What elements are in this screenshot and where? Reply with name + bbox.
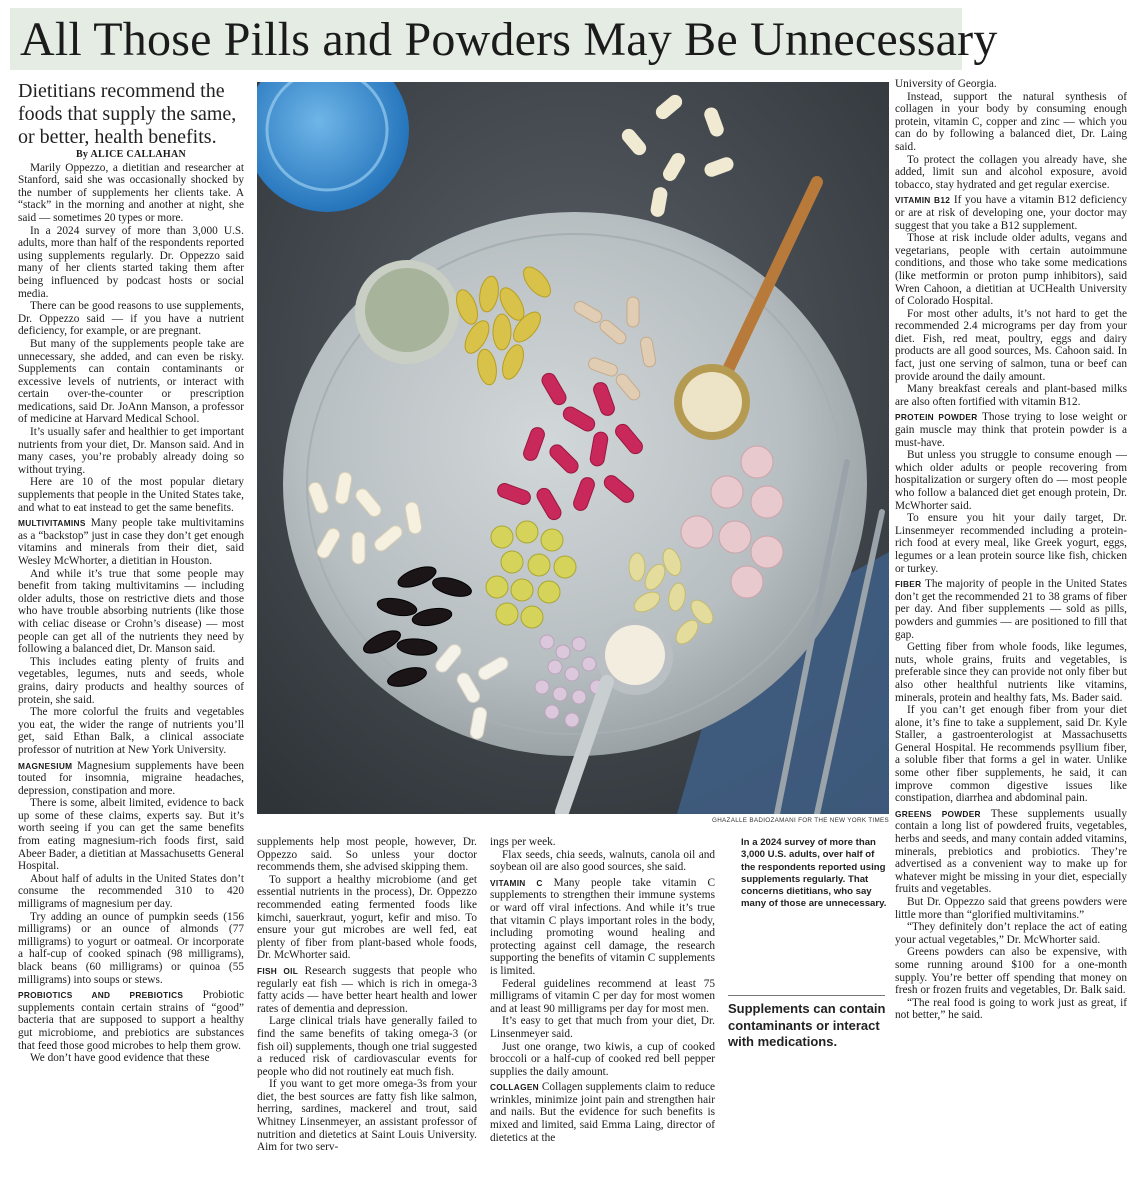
section-protein-powder [895, 411, 1127, 449]
paragraph: Large clinical trials have generally failed to find the same benefits of taking omega-3 (or fish oil) supplements, though one trial suggested a reduced risk of cardiovascular events for people who did not routinely eat much fish. [257, 1015, 477, 1078]
greens-powder [365, 268, 449, 352]
paragraph: To protect the collagen you already have, she added, limit sun and alcohol exposure, avoid tobacco, stay hydrated and get regular exercise. [895, 153, 1127, 191]
paragraph: “The real food is going to work just as great, if not better,” he said. [895, 996, 1127, 1022]
section-multivitamins [18, 517, 244, 567]
paragraph: Federal guidelines recommend at least 75 milligrams of vitamin C per day for most women and at least 90 milligrams per day for most men. [490, 977, 715, 1015]
protein-powder [682, 372, 742, 432]
section-kicker: VITAMIN B12 [895, 195, 951, 206]
section-lead: Many people take multivitamins as a “backstop” just in case they don’t get enough vitamins and minerals from their diet, said Wesley McWhorter, a dietitian in Houston. [18, 517, 244, 567]
byline: By ALICE CALLAHAN [75, 149, 187, 160]
paragraph: Many breakfast cereals and plant-based milks are also often fortified with vitamin B12. [895, 383, 1127, 408]
supplements-photo [257, 82, 889, 814]
section-fish-oil [257, 965, 477, 1015]
section-lead: The majority of people in the United States don’t get the recommended 21 to 38 grams of fiber per day. And fiber supplements — sold as pills, powders and gummies — are positioned to fill that gap. [895, 578, 1127, 641]
section-collagen [490, 1081, 715, 1144]
headline: All Those Pills and Powders May Be Unnecessary [20, 13, 998, 66]
paragraph: “They definitely don’t replace the act of eating your actual vegetables,” Dr. McWhorter said. [895, 921, 1127, 946]
section-kicker: MAGNESIUM [18, 760, 73, 771]
paragraph: This includes eating plenty of fruits and vegetables, legumes, nuts and seeds, whole grains, dairy products and healthy sources of protein, she said. [18, 655, 244, 706]
section-lead: Collagen supplements claim to reduce wrinkles, minimize joint pain and strengthen hair and nails. But the evidence for such benefits is mixed and limited, said Emma Laing, director of dietetics at the [490, 1081, 715, 1144]
paragraph: There can be good reasons to use supplements, Dr. Oppezzo said — if you have a nutrient deficiency, for example, or are pregnant. [18, 300, 244, 338]
section-probiotics [18, 989, 244, 1052]
paragraph: To support a healthy microbiome (and get essential nutrients in the process), Dr. Oppezzo recommended eating fermented foods like kimchi, sauerkraut, yogurt, kefir and miso. To ensure your gut microbes are well fed, eat plenty of fiber from plant-based whole foods, Dr. McWhorter said. [257, 873, 477, 962]
paragraph: To ensure you hit your daily target, Dr. Linsenmeyer recommended including a protein-rich food at every meal, like Greek yogurt, eggs, legumes or a lean protein source like fish, chicken or turkey. [895, 512, 1127, 575]
section-magnesium [18, 760, 244, 798]
section-lead: These supplements usually contain a long list of powdered fruits, vegetables, herbs and seeds, and many contain added vitamins, minerals, prebiotics and probiotics. They’re advertised as a convenient way to make up for whatever might be missing in your diet, especially fruits and vegetables. [895, 807, 1127, 896]
paragraph: If you can’t get enough fiber from your diet alone, it’s fine to take a supplement, said Dr. Kyle Staller, a gastroenterologist at Massachusetts General Hospital. He recommends psyllium fiber, a soluble fiber that forms a gel in water. Unlike some other fiber supplements, he said, it can improve common digestive issues like constipation, diarrhea and abdominal pain. [895, 704, 1127, 805]
paragraph: Just one orange, two kiwis, a cup of cooked broccoli or a half-cup of cooked red bell pepper supplies the daily amount. [490, 1040, 715, 1078]
section-lead: If you have a vitamin B12 deficiency or are at risk of developing one, your doctor may suggest that you take a B12 supplement. [895, 194, 1127, 232]
pull-quote-big: Supplements can contain contaminants or interact with medications. [728, 1001, 886, 1049]
paragraph: Marily Oppezzo, a dietitian and researcher at Stanford, said she was occasionally shocked by the number of supplements her clients take. A “stack” in the morning and another at night, she said — sometimes 20 types or more. [18, 161, 244, 224]
deck: Dietitians recommend the foods that supply the same, or better, health benefits. [18, 80, 237, 148]
pull-quote-small: In a 2024 survey of more than 3,000 U.S. adults, over half of the respondents reported using supplements regularly. That concerns dietitians, who say many of those are unnecessary. [741, 837, 887, 910]
section-lead: Probiotic supplements contain certain strains of “good” bacteria that are supposed to support a healthy gut microbiome, and prebiotics are substances that feed those good microbes to help them grow. [18, 989, 244, 1052]
column-1 [18, 80, 244, 1198]
paragraph: If you want to get more omega-3s from your diet, the best sources are fatty fish like salmon, herring, sardines, mackerel and trout, said Whitney Linsenmeyer, an assistant professor of nutrition and dietetics at Saint Louis University. Aim for two serv- [257, 1078, 477, 1154]
paragraph: There is some, albeit limited, evidence to back up some of these claims, experts say. But it’s worth seeing if you can get the same benefits from eating magnesium-rich foods first, said Abeer Bader, a dietitian at Massachusetts General Hospital. [18, 797, 244, 873]
section-fiber [895, 578, 1127, 641]
paragraph: But unless you struggle to consume enough — which older adults or people recovering from hospitalization or surgery often do — most people who follow a balanced diet get enough protein, Dr. McWhorter said. [895, 449, 1127, 512]
paragraph: Greens powders can also be expensive, with some running around $100 for a one-month supply. You’re better off spending that money on fresh or frozen fruits and vegetables, Dr. Balk said. [895, 946, 1127, 997]
section-vitamin-b12 [895, 194, 1127, 232]
paragraph: In a 2024 survey of more than 3,000 U.S. adults, more than half of the respondents reported using supplements regularly. Dr. Oppezzo said many of her clients started taking them after being influenced by podcast hosts or social media. [18, 224, 244, 300]
paragraph: Try adding an ounce of pumpkin seeds (156 milligrams) or an ounce of almonds (77 milligrams) to yogurt or oatmeal. Or incorporate a half-cup of cooked spinach (98 milligrams), black beans (60 milligrams) or quinoa (55 milligrams) into soups or stews. [18, 910, 244, 986]
section-vitamin-c [490, 877, 715, 978]
section-kicker: PROTEIN POWDER [895, 412, 978, 423]
section-kicker: PROBIOTICS AND PREBIOTICS [18, 990, 184, 1001]
section-lead: Many people take vitamin C supplements to strengthen their immune systems or ward off viral infections. And while it’s true that vitamin C plays important roles in the body, including promoting wound healing and protecting against cell damage, the research supporting the benefits of vitamin C supplements is limited. [490, 876, 715, 977]
paragraph: It’s easy to get that much from your diet, Dr. Linsenmeyer said. [490, 1015, 715, 1040]
column-2 [257, 836, 477, 1198]
section-greens-powder [895, 808, 1127, 896]
paragraph: Flax seeds, chia seeds, walnuts, canola oil and soybean oil are also good sources, she said. [490, 848, 715, 874]
section-lead: Magnesium supplements have been touted for insomnia, migraine headaches, depression, constipation and more. [18, 759, 244, 797]
pull-quote-rule [728, 995, 885, 996]
paragraph: Instead, support the natural synthesis of collagen in your body by consuming enough protein, vitamin C, copper and zinc — which you can do by following a balanced diet, Dr. Laing said. [895, 90, 1127, 153]
column-3 [490, 836, 715, 1198]
section-kicker: VITAMIN C [490, 877, 543, 888]
section-kicker: FISH OIL [257, 965, 299, 976]
paragraph: It’s usually safer and healthier to get important nutrients from your diet, Dr. Manson said. And in many cases, you’re probably already doing so without trying. [18, 426, 244, 476]
section-kicker: FIBER [895, 579, 922, 590]
paragraph: We don’t have good evidence that these [30, 1052, 210, 1065]
paragraph: But many of the supplements people take are unnecessary, she added, and can even be risky. Supplements can contain contaminants or excessive levels of nutrients, or interact with certain over-the-counter or prescription medications, said Dr. JoAnn Manson, a professor of medicine at Harvard Medical School. [18, 337, 244, 426]
section-lead: Those trying to lose weight or gain muscle may think that protein powder is a must-have. [895, 411, 1127, 449]
supplements-illustration [257, 82, 889, 814]
section-kicker: MULTIVITAMINS [18, 518, 86, 529]
paragraph: For most other adults, it’s not hard to get the recommended 2.4 micrograms per day from your diet. Fish, red meat, poultry, eggs and dairy products are all good sources, Ms. Cahoon said. In fact, just one serving of salmon, tuna or beef can provide around the daily amount. [895, 307, 1127, 383]
paragraph: But Dr. Oppezzo said that greens powders were little more than “glorified multivitamins.” [895, 896, 1127, 921]
section-kicker: COLLAGEN [490, 1082, 539, 1093]
paragraph: supplements help most people, however, Dr. Oppezzo said. So unless your doctor recommends them, she advised skipping them. [257, 836, 477, 874]
paragraph: And while it’s true that some people may benefit from taking multivitamins — including older adults, those on restrictive diets and those who have trouble absorbing nutrients (like those with celiac disease or Crohn’s disease) — most people can get all of the nutrients they need by following a balanced diet, Dr. Manson said. [18, 567, 244, 656]
section-lead: Research suggests that people who regularly eat fish — which is rich in omega-3 fatty acids — have better heart health and lower rates of dementia and depression. [257, 964, 477, 1015]
column-5 [895, 78, 1127, 1198]
paragraph: Those at risk include older adults, vegans and vegetarians, people with certain autoimmune conditions, and those who take some medications (like metformin or proton pump inhibitors), said Wren Cahoon, a dietitian at UCHealth University of Colorado Hospital. [895, 232, 1127, 308]
paragraph: ings per week. [490, 836, 556, 848]
photo-credit: GHAZALLE BADIOZAMANI FOR THE NEW YORK TIMES [712, 817, 889, 824]
paragraph: Getting fiber from whole foods, like legumes, nuts, whole grains, fruits and vegetables, is preferable since they can provide not only fiber but also other healthful nutrients like vitamins, minerals, protein and healthy fats, Ms. Bader said. [895, 641, 1127, 704]
paragraph: Here are 10 of the most popular dietary supplements that people in the United States take, and what to eat instead to get the same benefits. [18, 476, 244, 514]
paragraph: The more colorful the fruits and vegetables you eat, the wider the range of nutrients you’ll get, said Ethan Balk, a clinical associate professor of nutrition at New York University. [18, 706, 244, 756]
cream [605, 625, 665, 685]
paragraph: About half of adults in the United States don’t consume the recommended 310 to 420 milligrams of magnesium per day. [18, 872, 244, 911]
paragraph: University of Georgia. [895, 78, 997, 90]
section-kicker: GREENS POWDER [895, 808, 981, 819]
